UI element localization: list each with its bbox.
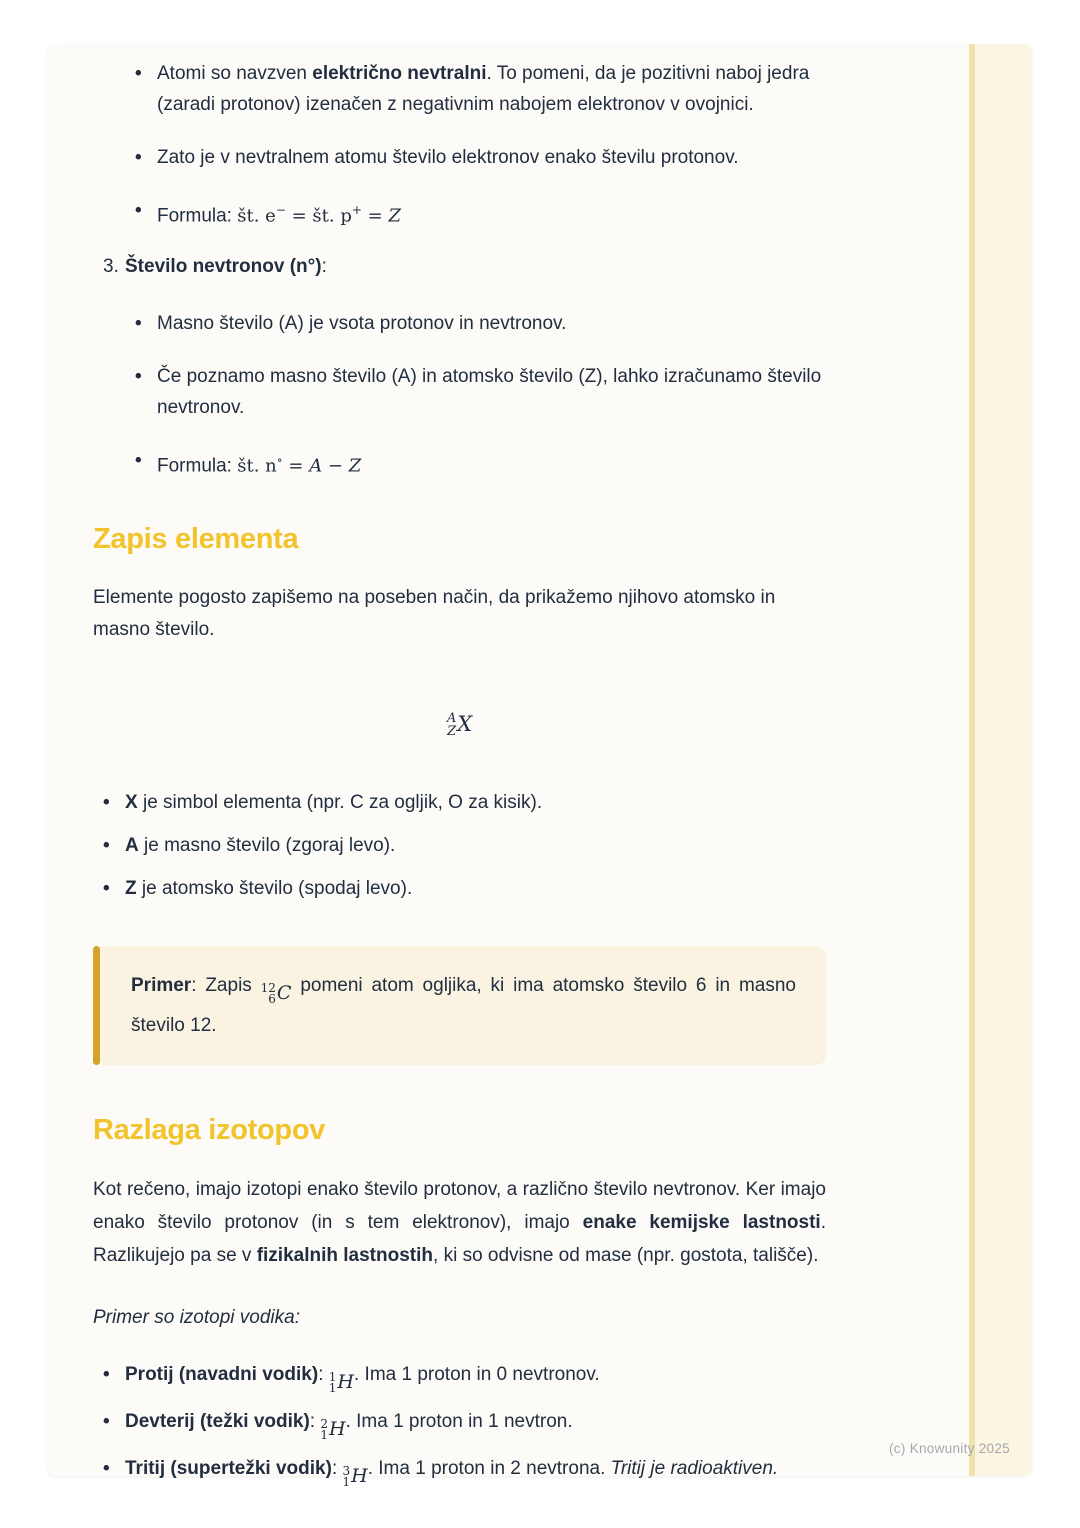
list-item-text: Formula: št. e− = št. p+ = Z — [157, 203, 401, 227]
bullet-icon: • — [103, 877, 110, 899]
list-item — [103, 830, 826, 861]
numbered-item-neutrons — [93, 251, 826, 282]
atomic-number-symbol: Z — [447, 723, 457, 739]
list-item-text: Tritij (supertežki vodik): 3 1 H . Ima 1 proton in 2 nevtrona. Tritij je radioaktiven. — [125, 1457, 779, 1489]
list-item — [103, 787, 826, 818]
list-item-text: Atomi so navzven električno nevtralni. To pomeni, da je pozitivni naboj jedra (zaradi protonov) izenačen z negativnim nabojem elektronov v ovojnici. — [157, 63, 810, 115]
nuclide-notation: 2 1 H — [320, 1416, 346, 1442]
list-item — [103, 1406, 826, 1440]
nuclide-notation — [447, 711, 472, 737]
list-item-text: Zato je v nevtralnem atomu število elektronov enako številu protonov. — [157, 147, 739, 168]
bullet-icon: • — [135, 200, 142, 221]
list-item — [135, 445, 826, 481]
element-symbol: X — [457, 711, 473, 736]
nuclide-notation: 12 6 C — [260, 980, 292, 1006]
list-item — [103, 873, 826, 904]
nuclide-scripts — [447, 712, 456, 738]
bullet-icon: • — [135, 450, 142, 472]
symbol-legend-list — [93, 787, 826, 904]
example-text: Primer: Zapis 12 6 C pomeni atom ogljika, ki ima atomsko število 6 in masno število 12. — [131, 974, 796, 1036]
electron-bullet-list — [93, 58, 826, 231]
list-item — [135, 361, 826, 423]
bullet-icon: • — [135, 147, 142, 168]
list-item — [135, 308, 826, 339]
list-item-text: A je masno število (zgoraj levo). — [125, 834, 396, 856]
bullet-icon: • — [135, 63, 142, 84]
list-item — [135, 58, 826, 120]
nuclide-formula-display — [93, 700, 826, 737]
nuclide-notation: 3 1 H — [342, 1463, 368, 1489]
list-item-text: Formula: št. n∘ = A − Z — [157, 453, 362, 477]
neutron-bullet-list — [93, 308, 826, 481]
bullet-icon: • — [103, 834, 110, 856]
list-item-text: Devterij (težki vodik): 2 1 H . Ima 1 proton in 1 nevtron. — [125, 1410, 573, 1442]
nuclide-notation: 1 1 H — [328, 1369, 354, 1395]
bullet-icon: • — [135, 313, 142, 335]
paragraph-italic-lead: Primer so izotopi vodika: — [93, 1306, 300, 1328]
list-item — [103, 1453, 826, 1487]
page-edge-stripe — [969, 44, 1032, 1476]
bullet-icon: • — [103, 1457, 110, 1479]
list-item — [103, 1359, 826, 1393]
list-item-text: Z je atomsko število (spodaj levo). — [125, 877, 413, 899]
section-heading-zapis-elementa: Zapis elementa — [93, 522, 299, 555]
list-item-text: Masno število (A) je vsota protonov in nevtronov. — [157, 313, 567, 335]
list-item — [135, 142, 826, 173]
bullet-icon: • — [135, 366, 142, 388]
list-item — [135, 195, 826, 231]
section-heading-razlaga-izotopov: Razlaga izotopov — [93, 1113, 326, 1146]
paragraph: Elemente pogosto zapišemo na poseben način, da prikažemo njihovo atomsko in masno število. — [93, 586, 776, 640]
numbered-item-title: Število nevtronov (n°): — [125, 256, 327, 278]
list-item-text: Če poznamo masno število (A) in atomsko število (Z), lahko izračunamo število nevtronov. — [157, 366, 822, 419]
copyright-watermark: (c) Knowunity 2025 — [889, 1441, 1010, 1456]
hydrogen-isotope-list — [93, 1359, 826, 1487]
list-item-text: X je simbol elementa (npr. C za ogljik, O za kisik). — [125, 791, 543, 813]
mass-number-symbol: A — [446, 710, 457, 726]
paragraph: Kot rečeno, imajo izotopi enako število protonov, a različno število nevtronov. Ker imajo enako število protonov (in s tem elektronov), imajo enake kemijske lastnosti. Razlikujejo pa se v fizikalnih lastnostih, ki so odvisne od mase (npr. gostota, tališče). — [93, 1178, 826, 1266]
example-callout-box — [93, 946, 826, 1065]
bullet-icon: • — [103, 1410, 110, 1432]
list-number: 3. — [103, 256, 119, 278]
bullet-icon: • — [103, 791, 110, 813]
document-content — [93, 44, 826, 1500]
bullet-icon: • — [103, 1363, 110, 1385]
list-item-text: Protij (navadni vodik): 1 1 H . Ima 1 proton in 0 nevtronov. — [125, 1363, 600, 1395]
document-page-card — [47, 44, 1032, 1489]
